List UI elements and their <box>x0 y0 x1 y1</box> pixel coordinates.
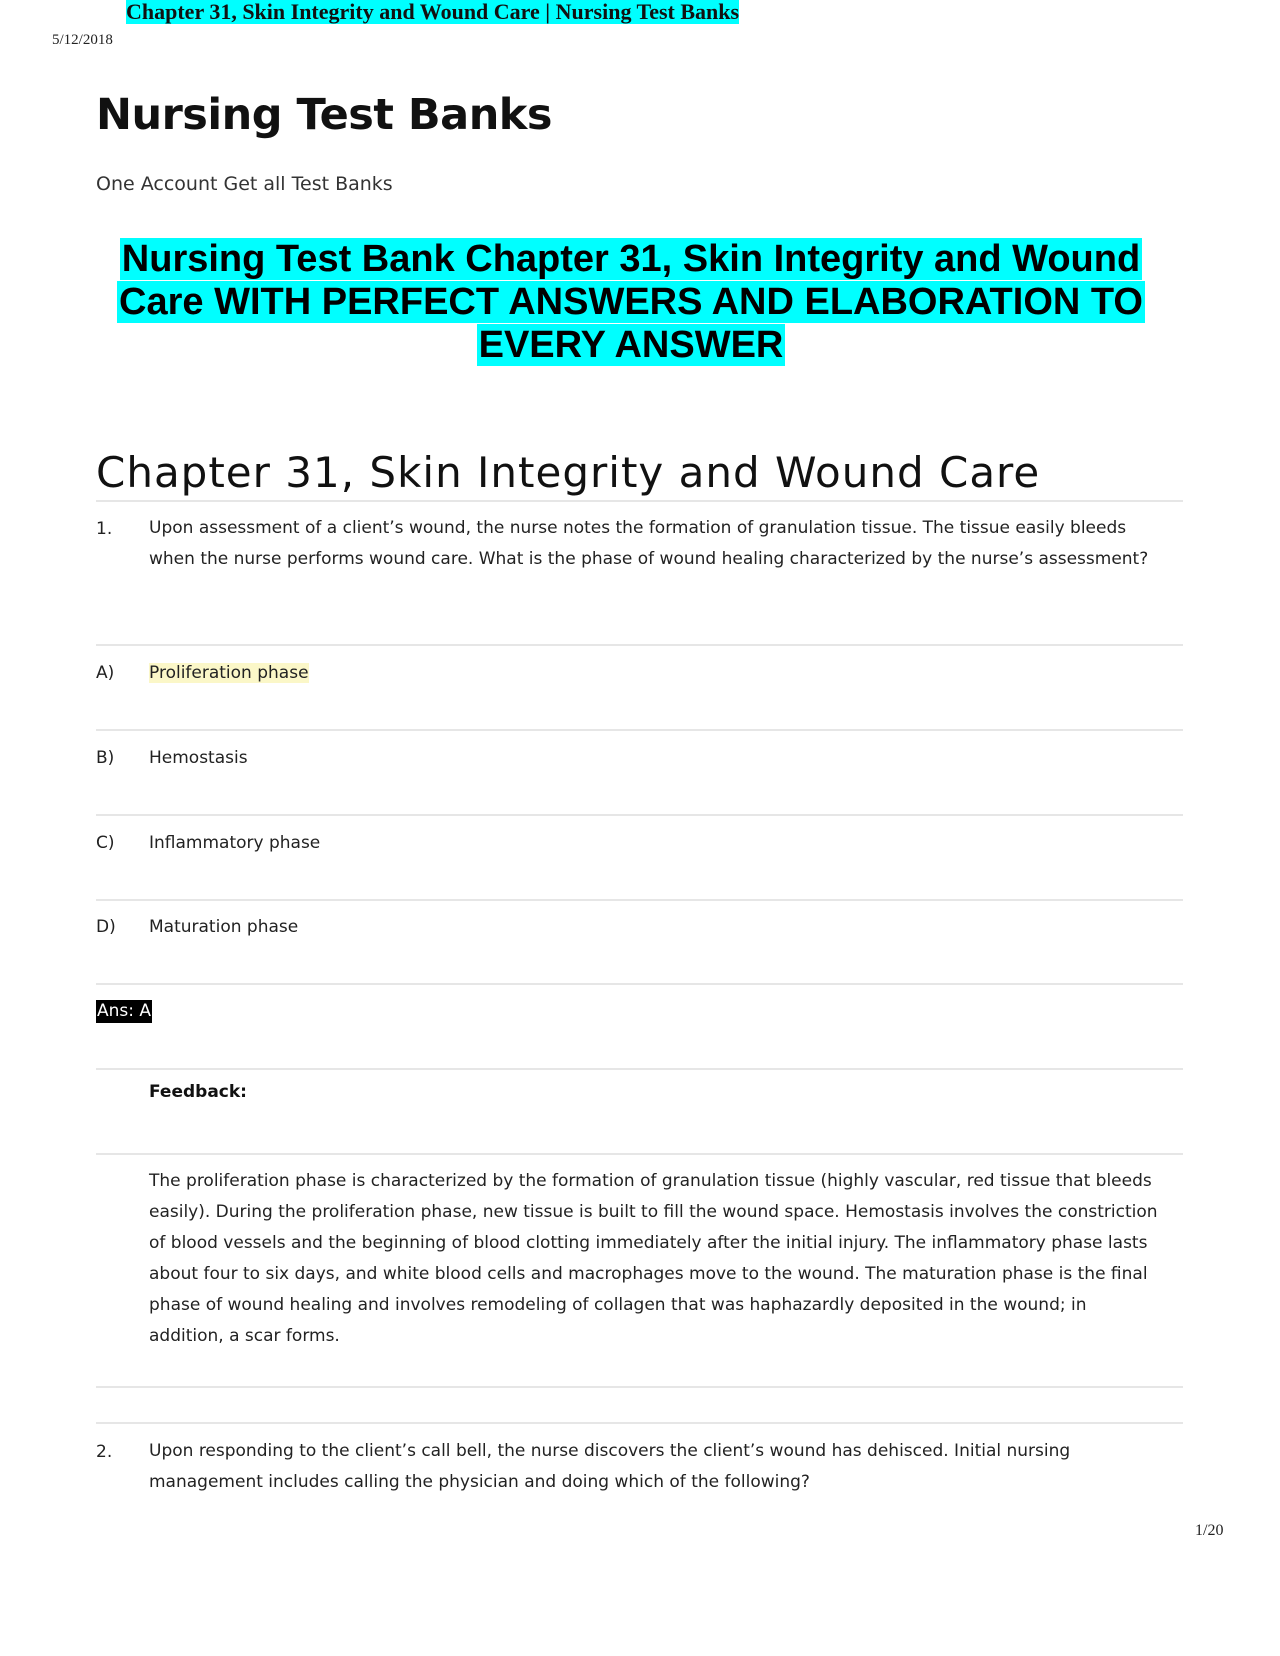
question-text: Upon assessment of a client’s wound, the nurse notes the formation of granulation tissue. The tissue easily bleeds when the nurse performs wound care. What is the phase of wound healing characterized by the nurse’s assessment? <box>149 518 1149 569</box>
highlighted-answer: Proliferation phase <box>149 663 309 683</box>
print-header-title: Chapter 31, Skin Integrity and Wound Care | Nursing Test Banks <box>126 0 740 24</box>
option-text: Hemostasis <box>149 748 248 768</box>
chapter-heading: Chapter 31, Skin Integrity and Wound Care <box>96 448 1041 497</box>
site-title[interactable]: Nursing Test Banks <box>96 90 553 140</box>
answer-label: Ans: A <box>97 1001 152 1021</box>
table-rule <box>96 899 1183 901</box>
question-text: Upon responding to the client’s call bell, the nurse discovers the client’s wound has dehisced. Initial nursing management includes calling the physician and doing which of the following? <box>149 1441 1071 1492</box>
option-letter: C) <box>96 833 115 853</box>
table-rule <box>96 814 1183 816</box>
post-title-line-2: Care WITH PERFECT ANSWERS AND ELABORATION TO <box>119 281 1143 323</box>
option-text <box>149 663 309 683</box>
option-letter: D) <box>96 917 116 937</box>
table-rule <box>96 644 1183 646</box>
table-rule <box>96 983 1183 985</box>
table-rule <box>96 1153 1183 1155</box>
post-title <box>96 238 1166 367</box>
option-letter: A) <box>96 663 115 683</box>
table-rule <box>96 1386 1183 1388</box>
table-rule <box>96 1068 1183 1070</box>
feedback-text: The proliferation phase is characterized by the formation of granulation tissue (highly vascular, red tissue that bleeds easily). During the proliferation phase, new tissue is built to fill the wound space. Hemostasis involves the constriction of blood vessels and the beginning of blood clotting immediately after the initial injury. The inflammatory phase lasts about four to six days, and white blood cells and macrophages move to the wound. The maturation phase is the final phase of wound healing and involves remodeling of collagen that was haphazardly deposited in the wound; in addition, a scar forms. <box>149 1171 1158 1346</box>
post-title-line-3: EVERY ANSWER <box>478 324 784 366</box>
question-number: 1. <box>96 519 113 539</box>
question-number: 2. <box>96 1442 113 1462</box>
option-letter: B) <box>96 748 115 768</box>
table-rule <box>96 729 1183 731</box>
table-rule <box>96 1422 1183 1424</box>
print-date: 5/12/2018 <box>52 32 113 48</box>
table-rule <box>96 500 1183 502</box>
feedback-label: Feedback: <box>149 1082 247 1102</box>
post-title-line-1: Nursing Test Bank Chapter 31, Skin Integrity and Wound <box>121 238 1141 280</box>
site-tagline: One Account Get all Test Banks <box>96 173 393 195</box>
option-text: Inflammatory phase <box>149 833 321 853</box>
page-number: 1/20 <box>1195 1522 1224 1539</box>
option-text: Maturation phase <box>149 917 299 937</box>
